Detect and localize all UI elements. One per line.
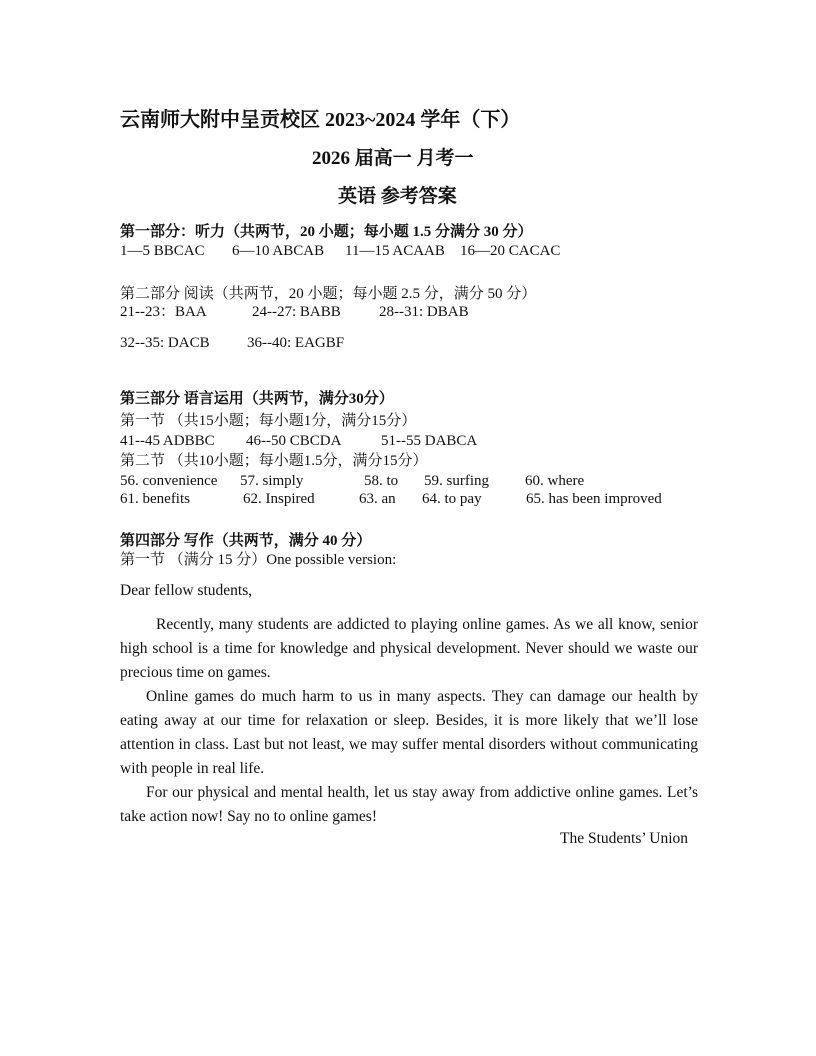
part3-answer: 60. where bbox=[525, 473, 585, 489]
part3-section1-label: 第一节 （共15小题；每小题1分，满分15分） bbox=[120, 413, 417, 429]
part3-section2-label: 第二节 （共10小题；每小题1.5分，满分15分） bbox=[120, 453, 428, 469]
part2-heading: 第二部分 阅读（共两节，20 小题；每小题 2.5 分，满分 50 分） bbox=[120, 286, 537, 302]
part3-heading: 第三部分 语言运用（共两节，满分30分） bbox=[120, 391, 394, 407]
part3-answer: 65. has been improved bbox=[526, 491, 662, 507]
part2-answer: 28--31: DBAB bbox=[379, 304, 469, 320]
letter-paragraph: Recently, many students are addicted to playing online games. As we all know, senior high school is a time for knowledge and physical development. Never should we waste our precious time on games. bbox=[120, 616, 698, 681]
subject-title: 英语 参考答案 bbox=[338, 186, 457, 207]
part3-answer: 61. benefits bbox=[120, 491, 190, 507]
exam-title: 2026 届高一 月考一 bbox=[312, 148, 474, 169]
part3-answer: 51--55 DABCA bbox=[381, 433, 478, 449]
letter-salutation: Dear fellow students, bbox=[120, 582, 253, 599]
part3-answer: 59. surfing bbox=[424, 473, 489, 489]
part3-answer: 57. simply bbox=[240, 473, 304, 489]
part1-answer: 1—5 BBCAC bbox=[120, 243, 205, 259]
school-title: 云南师大附中呈贡校区 2023~2024 学年（下） bbox=[120, 109, 521, 131]
part2-answer: 32--35: DACB bbox=[120, 335, 210, 351]
part1-answer: 16—20 CACAC bbox=[460, 243, 561, 259]
part3-answer: 62. Inspired bbox=[243, 491, 315, 507]
part3-answer: 41--45 ADBBC bbox=[120, 433, 215, 449]
part4-section1-label: 第一节 （满分 15 分）One possible version: bbox=[120, 552, 397, 568]
part2-answer: 36--40: EAGBF bbox=[247, 335, 345, 351]
part1-answer: 6—10 ABCAB bbox=[232, 243, 325, 259]
part4-heading: 第四部分 写作（共两节，满分 40 分） bbox=[120, 533, 372, 549]
letter-signature: The Students’ Union bbox=[560, 830, 689, 847]
letter-paragraph: For our physical and mental health, let us stay away from addictive online games. Let’s take action now! Say no to online games! bbox=[120, 784, 698, 825]
letter-paragraph: Online games do much harm to us in many aspects. They can damage our health by eating away at our time for relaxation or sleep. Besides, it is more likely that we’ll lose attention in class. Last but not least, we may suffer mental disorders without communicating with people in real life. bbox=[120, 688, 698, 777]
part3-answer: 58. to bbox=[364, 473, 399, 489]
part1-heading: 第一部分：听力（共两节，20 小题；每小题 1.5 分满分 30 分） bbox=[120, 224, 533, 240]
part2-answer: 21--23：BAA bbox=[120, 304, 207, 320]
part2-answer: 24--27: BABB bbox=[252, 304, 341, 320]
part3-answer: 56. convenience bbox=[120, 473, 218, 489]
part3-answer: 46--50 CBCDA bbox=[246, 433, 342, 449]
part1-answer: 11—15 ACAAB bbox=[345, 243, 445, 259]
part3-answer: 64. to pay bbox=[422, 491, 482, 507]
part3-answer: 63. an bbox=[359, 491, 396, 507]
